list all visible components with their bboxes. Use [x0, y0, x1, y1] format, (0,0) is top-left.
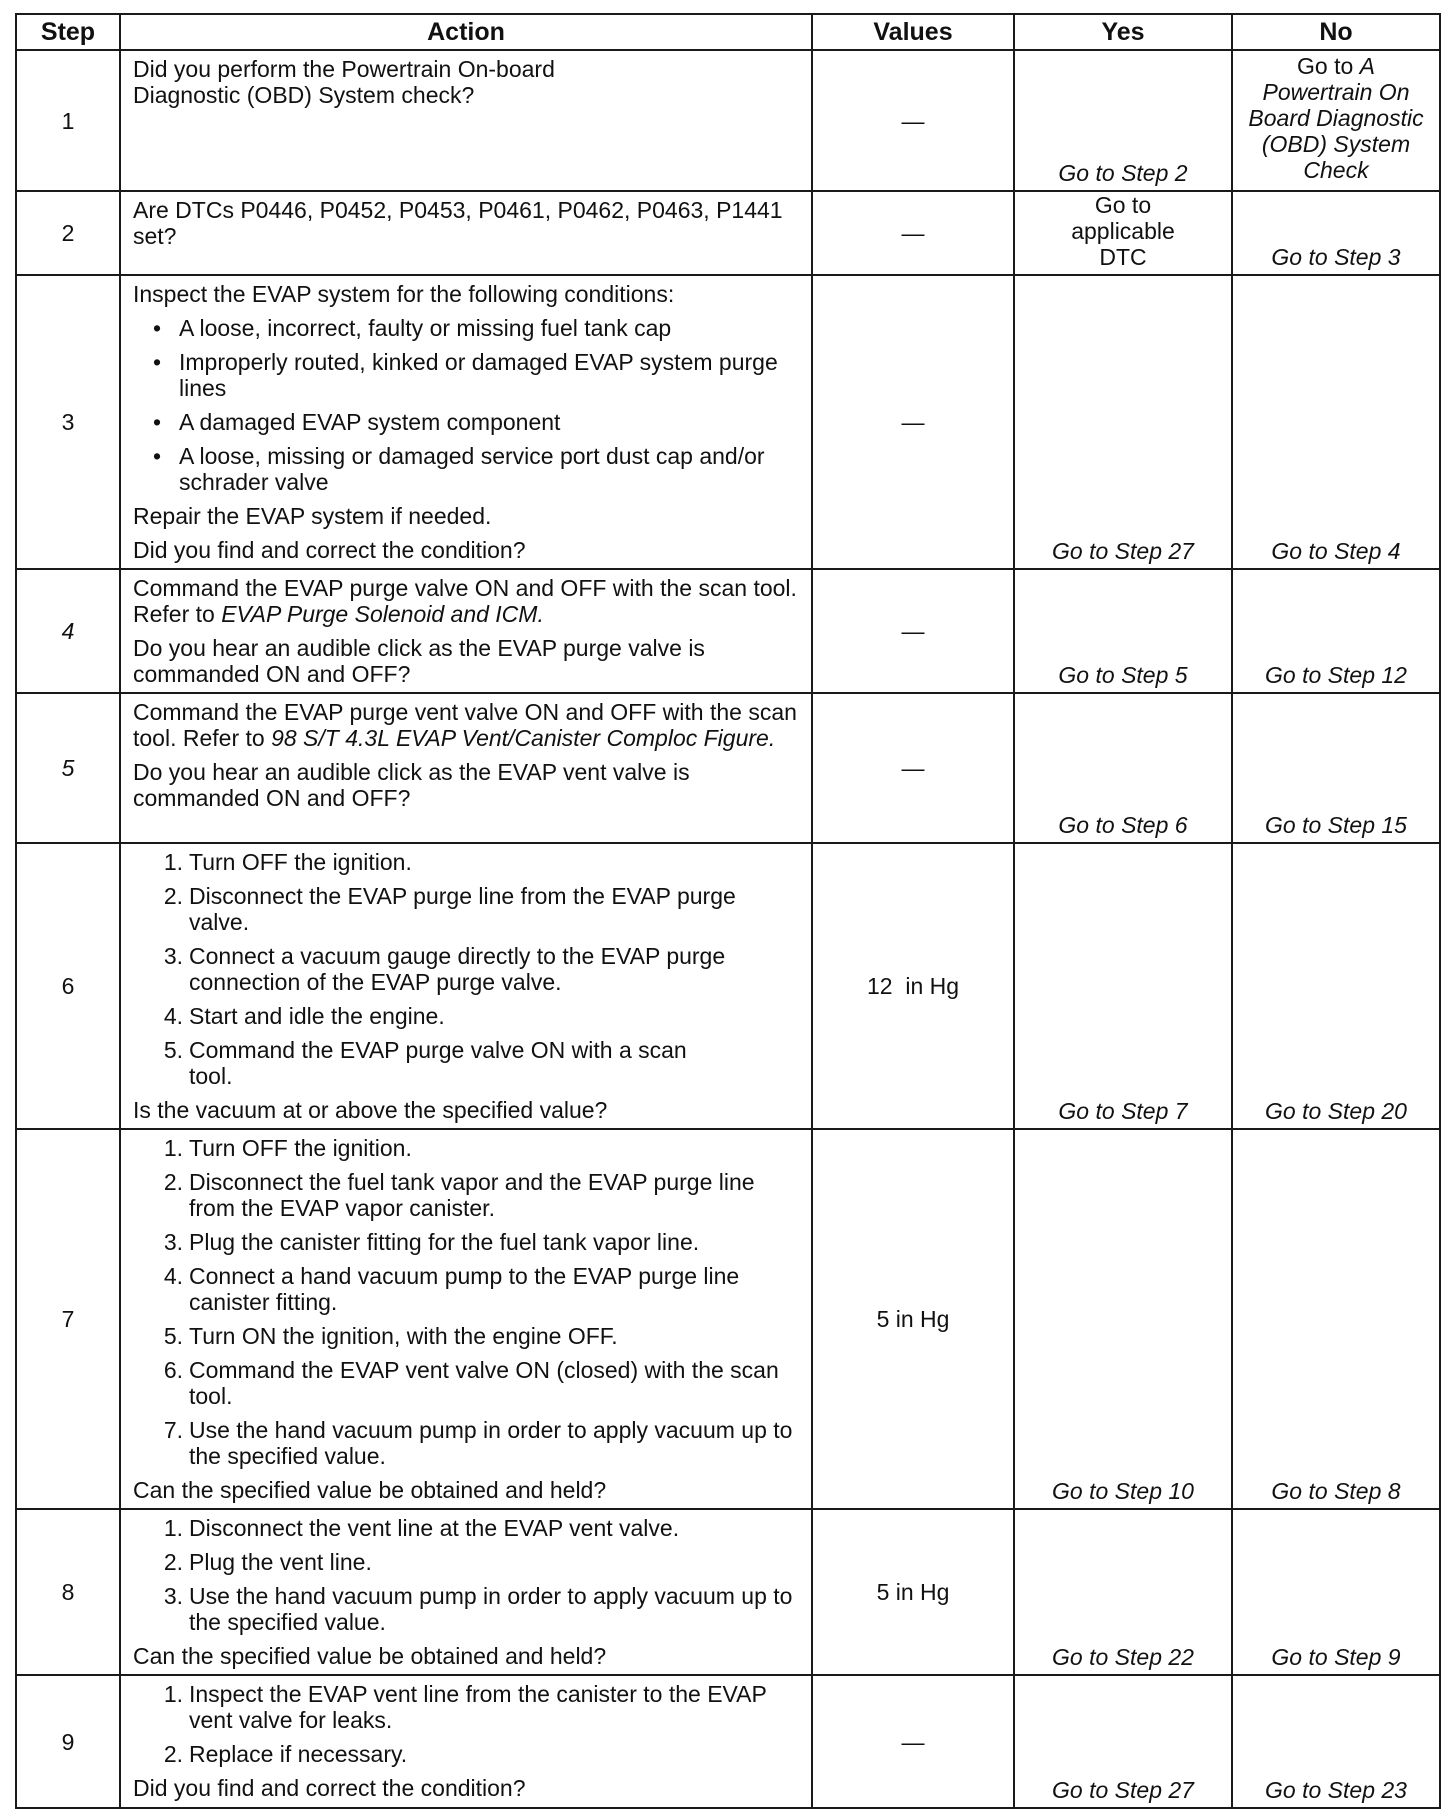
header-yes: Yes [1014, 14, 1232, 50]
action-cell [120, 1675, 812, 1808]
list-item: 3. Plug the canister fitting for the fuel tank vapor line. [163, 1229, 700, 1255]
no-cell: Go to Step 9 [1232, 1509, 1440, 1675]
values-cell: — [812, 50, 1014, 191]
values-cell: 12 in Hg [812, 843, 1014, 1129]
values-cell: — [812, 1675, 1014, 1808]
list-item: • A loose, incorrect, faulty or missing fuel tank cap [133, 315, 801, 341]
action-cell [120, 50, 812, 191]
table-row [16, 50, 1440, 191]
no-reference: A Powertrain On Board Diagnostic (OBD) System Check [1248, 53, 1424, 183]
step-number: 4 [16, 569, 120, 693]
step-number: 8 [16, 1509, 120, 1675]
list-item: 2. Disconnect the EVAP purge line from the EVAP purge valve. [163, 883, 736, 935]
list-item: • Improperly routed, kinked or damaged EVAP system purge lines [133, 349, 801, 401]
step-number: 6 [16, 843, 120, 1129]
table-row [16, 1509, 1440, 1675]
header-action: Action [120, 14, 812, 50]
action-question: Is the vacuum at or above the specified value? [133, 1097, 608, 1123]
action-cell [120, 569, 812, 693]
table-row [16, 1129, 1440, 1509]
action-question: Do you hear an audible click as the EVAP vent valve is commanded ON and OFF? [133, 759, 690, 811]
action-question: Did you find and correct the condition? [133, 1775, 526, 1801]
values-cell: — [812, 693, 1014, 843]
list-item: 1. Disconnect the vent line at the EVAP vent valve. [163, 1515, 680, 1541]
yes-cell: Go to Step 7 [1014, 843, 1232, 1129]
yes-cell: Go to Step 27 [1014, 275, 1232, 569]
action-text: Inspect the EVAP system for the following conditions: [133, 281, 675, 307]
list-item: 7. Use the hand vacuum pump in order to apply vacuum up to the specified value. [163, 1417, 793, 1469]
no-cell: Go to Step 8 [1232, 1129, 1440, 1509]
header-values: Values [812, 14, 1014, 50]
yes-cell: Go to Step 6 [1014, 693, 1232, 843]
action-question: Can the specified value be obtained and held? [133, 1477, 607, 1503]
procedure-list [133, 849, 801, 1089]
yes-cell: Go to Step 22 [1014, 1509, 1232, 1675]
list-item: 3. Use the hand vacuum pump in order to apply vacuum up to the specified value. [163, 1583, 793, 1635]
diagnostic-table [15, 13, 1441, 1809]
action-instruction: Command the EVAP purge vent valve ON and OFF with the scan tool. Refer to [133, 699, 797, 751]
action-question: Did you find and correct the condition? [133, 537, 526, 563]
table-row [16, 191, 1440, 275]
procedure-list [133, 1681, 801, 1767]
procedure-list [133, 1515, 801, 1635]
values-cell: 5 in Hg [812, 1509, 1014, 1675]
condition-list [133, 315, 801, 495]
list-item: • A loose, missing or damaged service port dust cap and/or schrader valve [133, 443, 801, 495]
step-number: 7 [16, 1129, 120, 1509]
list-item: 5. Command the EVAP purge valve ON with a scan tool. [163, 1037, 687, 1089]
list-item: 3. Connect a vacuum gauge directly to the EVAP purge connection of the EVAP purge valve. [163, 943, 726, 995]
action-instruction: Command the EVAP purge valve ON and OFF with the scan tool. Refer to [133, 575, 797, 627]
step-number: 5 [16, 693, 120, 843]
values-cell: 5 in Hg [812, 1129, 1014, 1509]
table-row [16, 1675, 1440, 1808]
values-cell: — [812, 275, 1014, 569]
no-cell: Go to Step 20 [1232, 843, 1440, 1129]
list-item: 6. Command the EVAP vent valve ON (closed) with the scan tool. [163, 1357, 779, 1409]
step-number: 2 [16, 191, 120, 275]
list-item: 1. Turn OFF the ignition. [163, 1135, 412, 1161]
list-item: 1. Turn OFF the ignition. [163, 849, 412, 875]
list-item: 1. Inspect the EVAP vent line from the canister to the EVAP vent valve for leaks. [163, 1681, 767, 1733]
no-cell: Go to Step 23 [1232, 1675, 1440, 1808]
yes-cell: Go to Step 27 [1014, 1675, 1232, 1808]
list-item: 4. Connect a hand vacuum pump to the EVAP purge line canister fitting. [163, 1263, 740, 1315]
action-cell [120, 275, 812, 569]
list-item: 2. Plug the vent line. [163, 1549, 372, 1575]
action-reference: EVAP Purge Solenoid and ICM. [221, 601, 544, 627]
action-reference: 98 S/T 4.3L EVAP Vent/Canister Comploc Figure. [271, 725, 776, 751]
table-row [16, 693, 1440, 843]
action-question: Can the specified value be obtained and held? [133, 1643, 607, 1669]
header-step: Step [16, 14, 120, 50]
action-text: Did you perform the Powertrain On-board Diagnostic (OBD) System check? [133, 56, 555, 108]
yes-cell: Go to Step 10 [1014, 1129, 1232, 1509]
action-text: Are DTCs P0446, P0452, P0453, P0461, P0462, P0463, P1441 set? [133, 197, 783, 249]
header-row [16, 14, 1440, 50]
action-text [133, 575, 801, 627]
list-item: 4. Start and idle the engine. [163, 1003, 445, 1029]
step-number: 9 [16, 1675, 120, 1808]
yes-cell: Go to applicable DTC [1014, 191, 1232, 275]
table-row [16, 843, 1440, 1129]
no-cell: Go to Step 15 [1232, 693, 1440, 843]
step-number: 1 [16, 50, 120, 191]
action-cell [120, 1509, 812, 1675]
action-cell [120, 693, 812, 843]
action-cell [120, 843, 812, 1129]
table-row [16, 569, 1440, 693]
step-number: 3 [16, 275, 120, 569]
list-item: 2. Replace if necessary. [163, 1741, 408, 1767]
action-cell [120, 1129, 812, 1509]
action-cell [120, 191, 812, 275]
no-cell [1232, 50, 1440, 191]
yes-cell: Go to Step 2 [1014, 50, 1232, 191]
no-cell: Go to Step 12 [1232, 569, 1440, 693]
values-cell: — [812, 191, 1014, 275]
header-no: No [1232, 14, 1440, 50]
action-text: Repair the EVAP system if needed. [133, 503, 492, 529]
values-cell: — [812, 569, 1014, 693]
yes-cell: Go to Step 5 [1014, 569, 1232, 693]
list-item: • A damaged EVAP system component [133, 409, 801, 435]
no-cell: Go to Step 3 [1232, 191, 1440, 275]
procedure-list [133, 1135, 801, 1469]
action-text [133, 699, 801, 751]
table-row [16, 275, 1440, 569]
no-prefix: Go to [1297, 53, 1360, 79]
list-item: 2. Disconnect the fuel tank vapor and the EVAP purge line from the EVAP vapor canister. [163, 1169, 755, 1221]
action-question: Do you hear an audible click as the EVAP purge valve is commanded ON and OFF? [133, 635, 705, 687]
no-cell: Go to Step 4 [1232, 275, 1440, 569]
list-item: 5. Turn ON the ignition, with the engine OFF. [163, 1323, 618, 1349]
